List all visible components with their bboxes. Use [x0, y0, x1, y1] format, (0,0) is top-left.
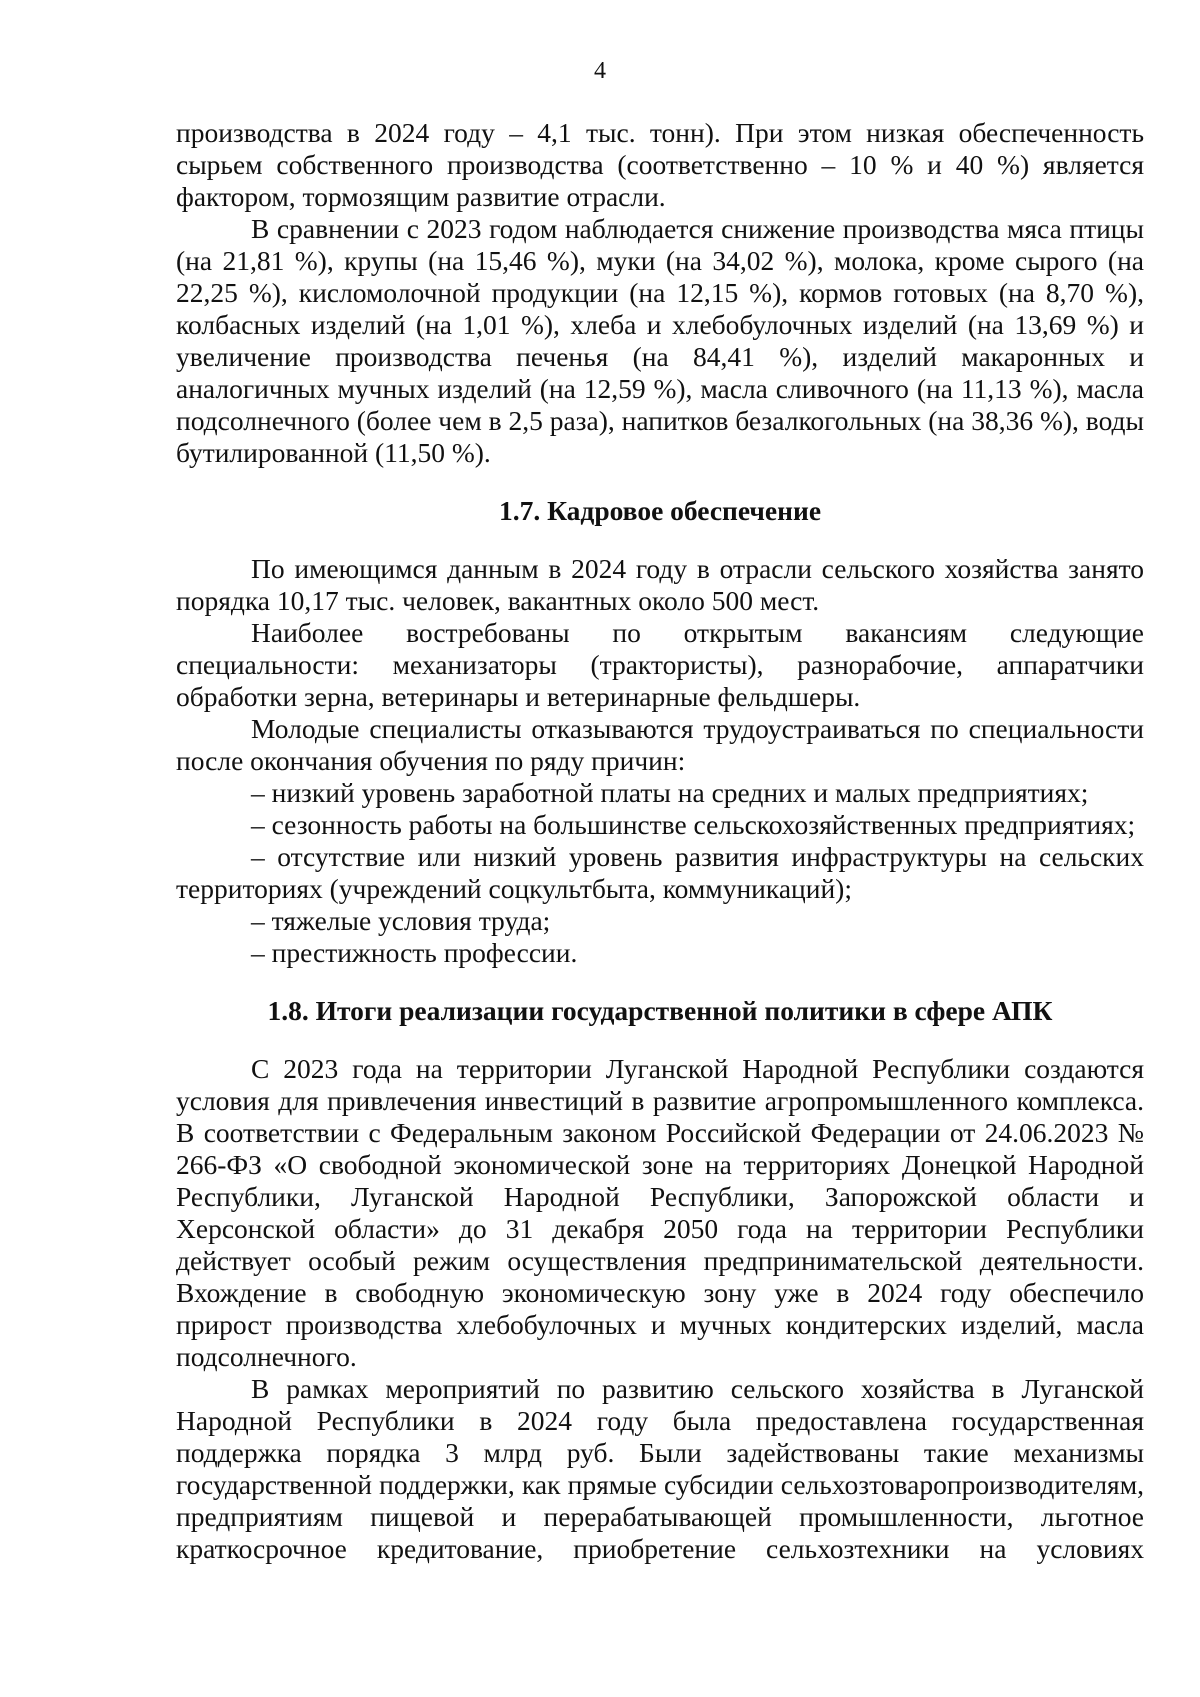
list-item-seasonality: – сезонность работы на большинстве сельскохозяйственных предприятиях;	[251, 809, 1136, 840]
page-number: 4	[594, 58, 606, 84]
section-heading-1-8: 1.8. Итоги реализации государственной политики в сфере АПК	[267, 995, 1053, 1026]
paragraph-production-comparison: В сравнении с 2023 годом наблюдается снижение производства мяса птицы (на 21,81 %), крупы (на 15,46 %), муки (на 34,02 %), молока, кроме сырого (на 22,25 %), кисломолочной продукции (на 12,15 %), кормов готовых (на 8,70 %), колбасных изделий (на 1,01 %), хлеба и хлебобулочных изделий (на 13,69 %) и увеличение производства печенья (на 84,41 %), изделий макаронных и аналогичных мучных изделий (на 12,59 %), масла сливочного (на 11,13 %), масла подсолнечного (более чем в 2,5 раза), напитков безалкогольных (на 38,36 %), воды бутилированной (11,50 %).	[176, 213, 1144, 468]
section-heading-1-7: 1.7. Кадровое обеспечение	[498, 495, 822, 526]
list-item-hard-conditions: – тяжелые условия труда;	[251, 905, 551, 936]
paragraph-young-specialists: Молодые специалисты отказываются трудоустраиваться по специальности после окончания обучения по ряду причин:	[176, 713, 1144, 776]
paragraph-state-support: В рамках мероприятий по развитию сельского хозяйства в Луганской Народной Республики в 2024 году была предоставлена государственная поддержка порядка 3 млрд руб. Были задействованы такие механизмы государственной поддержки, как прямые субсидии сельхозтоваропроизводителям, предприятиям пищевой и перерабатывающей промышленности, льготное краткосрочное кредитование, приобретение сельхозтехники на условиях	[176, 1373, 1144, 1564]
paragraph-free-economic-zone: С 2023 года на территории Луганской Народной Республики создаются условия для привлечения инвестиций в развитие агропромышленного комплекса. В соответствии с Федеральным законом Российской Федерации от 24.06.2023 № 266-ФЗ «О свободной экономической зоне на территориях Донецкой Народной Республики, Луганской Народной Республики, Запорожской области и Херсонской области» до 31 декабря 2050 года на территории Республики действует особый режим осуществления предпринимательской деятельности. Вхождение в свободную экономическую зону уже в 2024 году обеспечило прирост производства хлебобулочных и мучных кондитерских изделий, масла подсолнечного.	[176, 1053, 1144, 1372]
list-item-prestige: – престижность профессии.	[251, 937, 578, 968]
list-item-infrastructure: – отсутствие или низкий уровень развития инфраструктуры на сельских территориях (учреждений соцкультбыта, коммуникаций);	[176, 841, 1144, 904]
paragraph-in-demand-specialties: Наиболее востребованы по открытым вакансиям следующие специальности: механизаторы (трактористы), разнорабочие, аппаратчики обработки зерна, ветеринары и ветеринарные фельдшеры.	[176, 617, 1144, 712]
paragraph-intro-continuation: производства в 2024 году – 4,1 тыс. тонн). При этом низкая обеспеченность сырьем собственного производства (соответственно – 10 % и 40 %) является фактором, тормозящим развитие отрасли.	[176, 117, 1144, 212]
paragraph-employment: По имеющимся данным в 2024 году в отрасли сельского хозяйства занято порядка 10,17 тыс. человек, вакантных около 500 мест.	[176, 553, 1144, 616]
document-body	[176, 117, 1144, 1565]
list-item-low-wages: – низкий уровень заработной платы на средних и малых предприятиях;	[251, 777, 1089, 808]
